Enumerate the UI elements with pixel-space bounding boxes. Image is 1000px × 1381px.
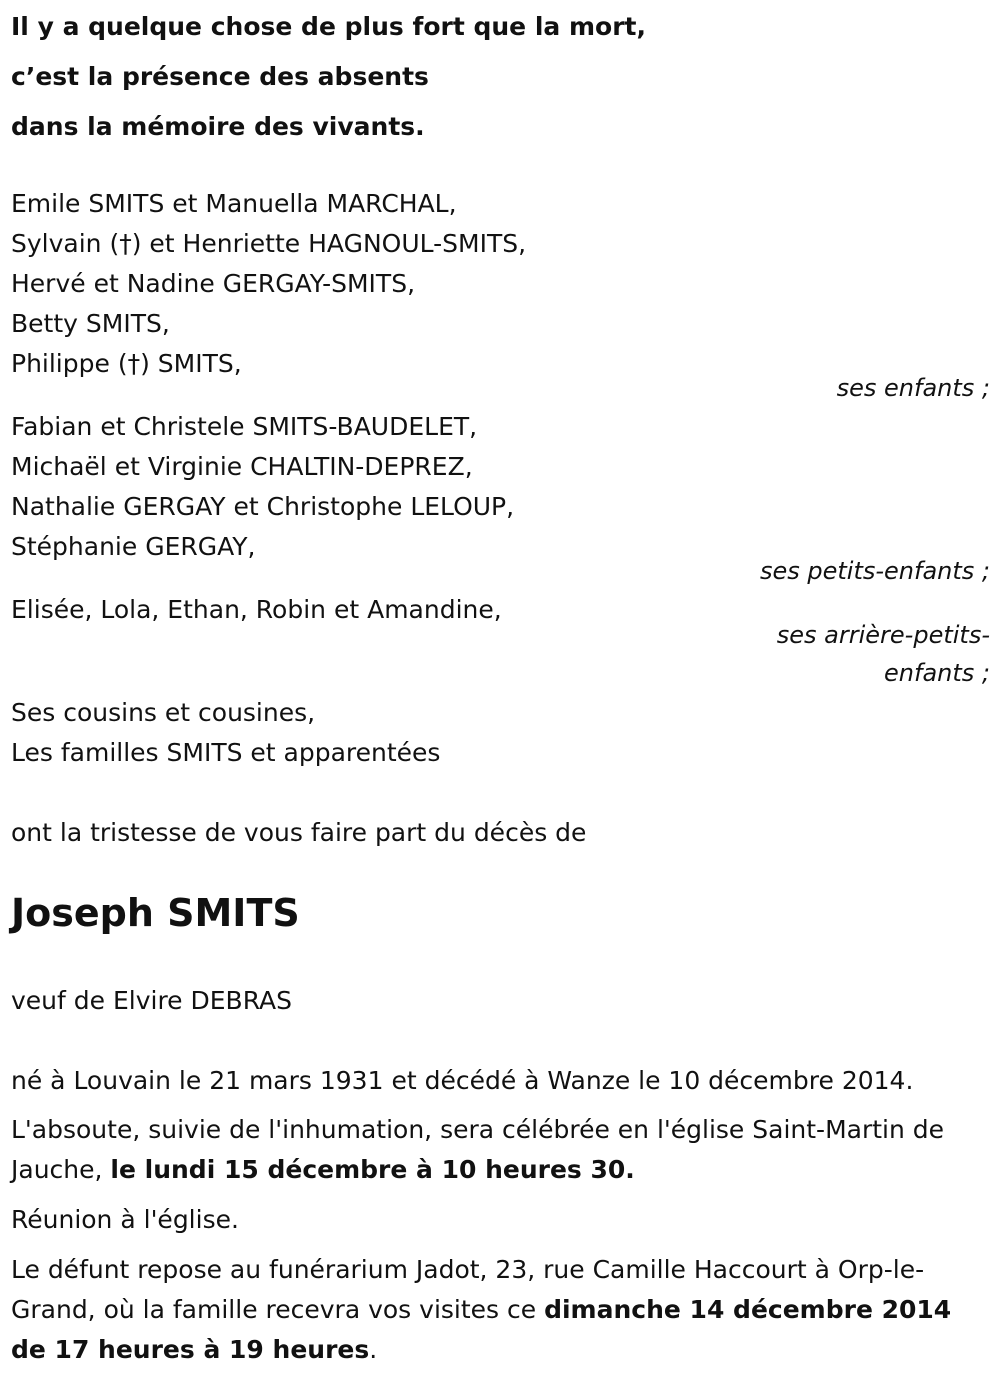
- ceremony-date: le lundi 15 décembre à 10 heures 30.: [110, 1155, 635, 1184]
- visitation-text: Le défunt repose au funérarium Jadot, 23, rue Camille Haccourt à Orp-le-Grand, où la famille recevra vos visites ce: [11, 1255, 925, 1324]
- great-grandchildren-list: [11, 590, 502, 630]
- family-member: Michaël et Virginie CHALTIN-DEPREZ,: [11, 452, 473, 481]
- family-member: Nathalie GERGAY et Christophe LELOUP,: [11, 492, 515, 521]
- announcement: ont la tristesse de vous faire part du décès de: [11, 818, 587, 847]
- quote-line: dans la mémoire des vivants.: [11, 112, 425, 141]
- label-line: ses arrière-petits-: [776, 621, 990, 649]
- meeting-info: Réunion à l'église.: [11, 1205, 239, 1234]
- visitation-info: [11, 1250, 991, 1370]
- great-grandchildren-label: [777, 616, 990, 692]
- deceased-name: Joseph SMITS: [11, 891, 300, 935]
- children-label: ses enfants ;: [836, 374, 990, 402]
- ceremony-text: L'absoute, suivie de l'inhumation, sera célébrée en l'église Saint-Martin de Jauche,: [11, 1115, 945, 1184]
- grandchildren-list: [11, 407, 514, 567]
- visitation-date: dimanche 14 décembre 2014 de 17 heures à 19 heures: [11, 1295, 952, 1364]
- family-member: Philippe (†) SMITS,: [11, 349, 242, 378]
- widower-of: veuf de Elvire DEBRAS: [11, 986, 293, 1015]
- visitation-end: .: [369, 1335, 378, 1364]
- family-member: Fabian et Christele SMITS-BAUDELET,: [11, 412, 478, 441]
- family-member: Elisée, Lola, Ethan, Robin et Amandine,: [11, 595, 502, 624]
- quote-block: [11, 2, 646, 152]
- family-member: Stéphanie GERGAY,: [11, 532, 256, 561]
- quote-line: c’est la présence des absents: [11, 62, 429, 91]
- family-member: Ses cousins et cousines,: [11, 698, 316, 727]
- quote-line: Il y a quelque chose de plus fort que la mort,: [11, 12, 646, 41]
- ceremony-info: [11, 1110, 961, 1190]
- family-member: Emile SMITS et Manuella MARCHAL,: [11, 189, 457, 218]
- children-list: [11, 184, 526, 384]
- family-member: Betty SMITS,: [11, 309, 170, 338]
- grandchildren-label: ses petits-enfants ;: [759, 557, 990, 585]
- others-list: [11, 693, 440, 773]
- family-member: Sylvain (†) et Henriette HAGNOUL-SMITS,: [11, 229, 527, 258]
- label-line: enfants ;: [884, 659, 990, 687]
- birth-death-info: né à Louvain le 21 mars 1931 et décédé à Wanze le 10 décembre 2014.: [11, 1066, 914, 1095]
- family-member: Hervé et Nadine GERGAY-SMITS,: [11, 269, 416, 298]
- family-member: Les familles SMITS et apparentées: [11, 738, 441, 767]
